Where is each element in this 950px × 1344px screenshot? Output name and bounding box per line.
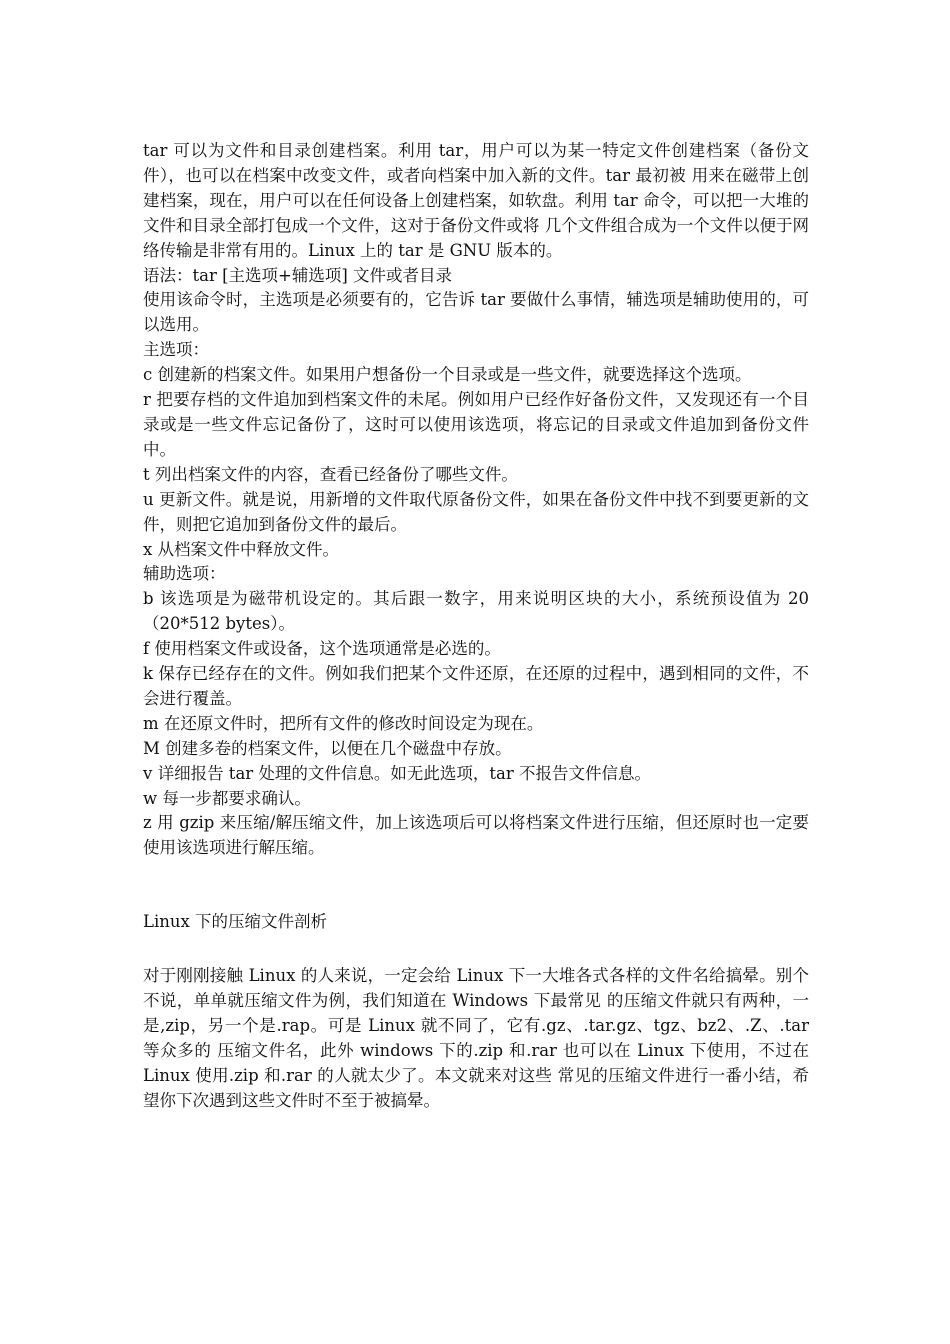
section-spacer (143, 861, 809, 910)
aux-option-z: z 用 gzip 来压缩/解压缩文件，加上该选项后可以将档案文件进行压缩，但还原时也一定要使用该选项进行解压缩。 (143, 813, 809, 858)
aux-option-k: k 保存已经存在的文件。例如我们把某个文件还原，在还原的过程中，遇到相同的文件，不会进行覆盖。 (143, 664, 809, 708)
main-option-c: c 创建新的档案文件。如果用户想备份一个目录或是一些文件，就要选择这个选项。 (143, 365, 752, 385)
aux-options-heading: 辅助选项： (143, 564, 226, 584)
usage-paragraph: 使用该命令时，主选项是必须要有的，它告诉 tar 要做什么事情，辅选项是辅助使用的，可以选用。 (143, 290, 809, 335)
aux-option-M: M 创建多卷的档案文件，以便在几个磁盘中存放。 (143, 738, 512, 758)
main-option-r: r 把要存档的文件追加到档案文件的未尾。例如用户已经作好备份文件，又发现还有一个目录或是一些文件忘记备份了，这时可以使用该选项，将忘记的目录或文件追加到备份文件中。 (143, 390, 809, 459)
document-body (143, 139, 809, 1114)
main-options-heading: 主选项： (143, 340, 209, 360)
intro-paragraph: tar 可以为文件和目录创建档案。利用 tar，用户可以为某一特定文件创建档案（备份文件），也可以在档案中改变文件，或者向档案中加入新的文件。tar 最初被 用来在磁带上创建档案，现在，用户可以在任何设备上创建档案，如软盘。利用 tar 命令，可以把一大堆的文件和目录全部打包成一个文件，这对于备份文件或将 几个文件组合成为一个文件以便于网络传输是非常有用的。Linux 上的 tar 是 GNU 版本的。 (143, 141, 809, 260)
main-option-x: x 从档案文件中释放文件。 (143, 539, 340, 559)
closing-paragraph: 对于刚刚接触 Linux 的人来说，一定会给 Linux 下一大堆各式各样的文件名给搞晕。别个不说，单单就压缩文件为例，我们知道在 Windows 下最常见 的压缩文件就只有两种，一是,zip，另一个是.rap。可是 Linux 就不同了，它有.gz、.tar.gz、tgz、bz2、.Z、.tar 等众多的 压缩文件名，此外 windows 下的.zip 和.rar 也可以在 Linux 下使用，不过在 Linux 使用.zip 和.rar 的人就太少了。本文就来对这些 常见的压缩文件进行一番小结，希望你下次遇到这些文件时不至于被搞晕。 (143, 966, 809, 1110)
main-option-u: u 更新文件。就是说，用新增的文件取代原备份文件，如果在备份文件中找不到要更新的文件，则把它追加到备份文件的最后。 (143, 489, 809, 534)
aux-option-w: w 每一步都要求确认。 (143, 788, 311, 808)
section-title: Linux 下的压缩文件剖析 (143, 912, 328, 932)
aux-option-b: b 该选项是为磁带机设定的。其后跟一数字，用来说明区块的大小，系统预设值为 20（20*512 bytes）。 (143, 589, 809, 634)
aux-option-m: m 在还原文件时，把所有文件的修改时间设定为现在。 (143, 713, 544, 733)
title-spacer (143, 935, 809, 964)
syntax-line: 语法：tar [主选项+辅选项] 文件或者目录 (143, 265, 453, 285)
aux-option-v: v 详细报告 tar 处理的文件信息。如无此选项，tar 不报告文件信息。 (143, 763, 652, 783)
main-option-t: t 列出档案文件的内容，查看已经备份了哪些文件。 (143, 464, 518, 484)
aux-option-f: f 使用档案文件或设备，这个选项通常是必选的。 (143, 639, 501, 659)
